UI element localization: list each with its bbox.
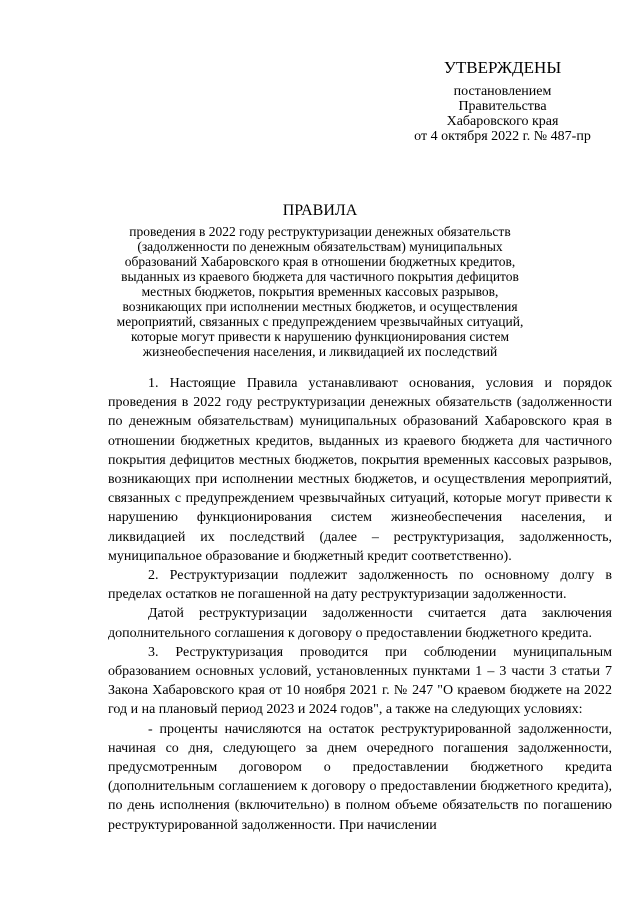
- document-title-block: [106, 202, 534, 359]
- paragraph-1: 1. Настоящие Правила устанавливают основания, условия и порядок проведения в 2022 году реструктуризации денежных обязательств (задолженности по денежным обязательствам) муниципальных образований Хабаровского края в отношении бюджетных кредитов, выданных из краевого бюджета для частичного покрытия дефицитов местных бюджетов, покрытия временных кассовых разрывов, возникающих при исполнении местных бюджетов, и осуществления мероприятий, связанных с предупреждением чрезвычайных ситуаций, которые могут привести к нарушению функционирования систем жизнеобеспечения населения, и ликвидацией их последствий (далее – реструктуризация, задолженность, муниципальное образование и бюджетный кредит соответственно).: [108, 376, 612, 564]
- approval-heading: УТВЕРЖДЕНЫ: [443, 58, 562, 77]
- paragraph-3: 3. Реструктуризация проводится при соблюдении муниципальным образованием основных условий, установленных пунктами 1 – 3 части 3 статьи 7 Закона Хабаровского края от 10 ноября 2021 г. № 247 "О краевом бюджете на 2022 год и на плановый период 2023 и 2024 годов", а также на следующих условиях:: [108, 644, 612, 718]
- approval-line-2: Правительства: [458, 99, 547, 114]
- approval-line-3: Хабаровского края: [446, 114, 559, 129]
- document-body: [108, 374, 612, 835]
- approval-line-1: постановлением: [453, 84, 552, 99]
- paragraph-3-condition-1: - проценты начисляются на остаток реструктурированной задолженности, начиная со дня, следующего за днем очередного погашения задолженности, предусмотренным договором о предоставлении бюджетного кредита (дополнительным соглашением к договору о предоставлении бюджетного кредита), по день исполнения (включительно) в полном объеме обязательств по погашению реструктурированной задолженности. При начислении: [108, 721, 612, 833]
- approval-stamp: [395, 58, 610, 144]
- approval-line-4: от 4 октября 2022 г. № 487-пр: [414, 129, 591, 144]
- document-subtitle: проведения в 2022 году реструктуризации денежных обязательств (задолженности по денежным обязательствам) муниципальных образований Хабаровского края в отношении бюджетных кредитов, выданных из краевого бюджета для частичного покрытия дефицитов местных бюджетов, покрытия временных кассовых разрывов, возникающих при исполнении местных бюджетов, и осуществления мероприятий, связанных с предупреждением чрезвычайных ситуаций, которые могут привести к нарушению функционирования систем жизнеобеспечения населения, и ликвидацией их последствий: [116, 224, 524, 359]
- paragraph-2: 2. Реструктуризации подлежит задолженность по основному долгу в пределах остатков не погашенной на дату реструктуризации задолженности.: [108, 568, 612, 603]
- paragraph-2-continued: Датой реструктуризации задолженности считается дата заключения дополнительного соглашения к договору о предоставлении бюджетного кредита.: [108, 606, 612, 641]
- document-title: ПРАВИЛА: [282, 202, 358, 219]
